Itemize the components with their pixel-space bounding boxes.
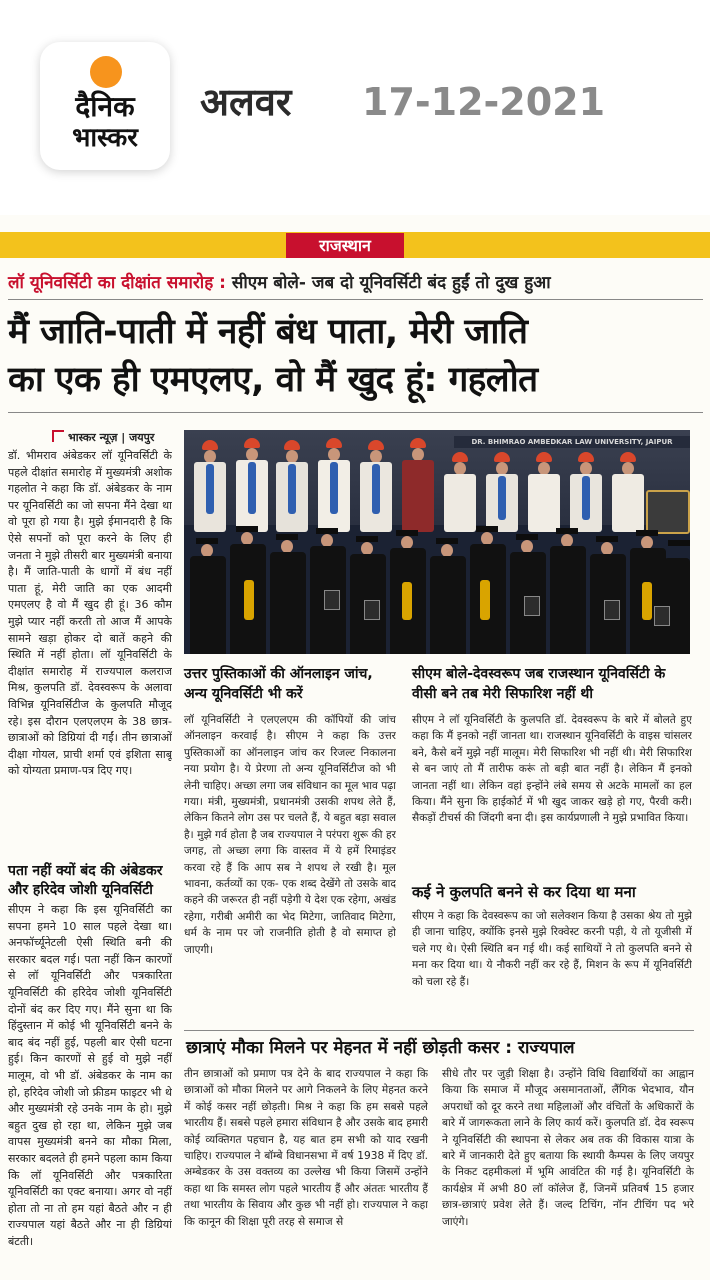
divider bbox=[184, 1030, 694, 1031]
right-column-para2: सीएम ने कहा कि देवस्वरूप का जो सलेक्शन किया है उसका श्रेय तो मुझे ही जाना चाहिए, क्योंकि इनसे मुझे रिक्वेस्ट करनी पड़ी, ये तो यूजीसी में चले गए थे। ऐसी स्थिति बन गई थी। कई साथियों ने तो कुलपति बनने से मना कर दिया था। ये नौकरी नहीं कर रहे हैं, मिशन के रूप में यूनिवर्सिटी को चला रहे हैं। bbox=[412, 910, 692, 988]
sun-icon bbox=[90, 56, 122, 88]
kicker-quote: सीएम बोले- जब दो यूनिवर्सिटी बंद हुईं तो दुख हुआ bbox=[231, 273, 551, 293]
bottom-col1: तीन छात्राओं को प्रमाण पत्र देने के बाद राज्यपाल ने कहा कि छात्राओं को मौका मिलने पर आगे निकलने के लिए मेहनत करने में कोई कसर नहीं छोड़ती। मिश्र ने कहा कि हम सबसे पहले भारतीय हैं। सबसे पहले हमारा संविधान है और उसके बाद हमारी कोई व्यक्तिगत पहचान है, यह बात हम सभी को याद रखनी चाहिए। राज्यपाल ने बॉम्बे विधानसभा में वर्ष 1938 में दिए डॉ. अम्बेडकर के उस वक्तव्य का उल्लेख भी किया जिसमें उन्होंने कहा था कि समस्त लोग पहले भारतीय हैं और अंततः भारतीय हैं तथा भारतीय के सिवाय और कुछ भी नहीं हो। राज्यपाल ने कहा कि कानून की शिक्षा पूरी तरह से समाज से bbox=[184, 1068, 428, 1228]
left-column-para2: सीएम ने कहा कि इस यूनिवर्सिटी का सपना हमने 10 साल पहले देखा था। अनफॉर्च्यूनेटली ऐसी स्थिति बनी की सरकार बदल गई। पता नहीं किन कारणों से लॉ यूनिवर्सिटी और पत्रकारिता यूनिवर्सिटी की हरिदेव जोशी यूनिवर्सिटी दोनों बंद कर दिए गए। मैंने सुना था कि हिंदुस्तान में कोई भी यूनिवर्सिटी बनने के बाद बंद नहीं हुई, पहली बार ऐसी घटना हुई। किन कारणों से हुई वो मुझे नहीं मालूम, वो भी डॉ. अंबेडकर के नाम का हो, हरिदेव जोशी जो फ्रीडम फाइटर भी थे और मुख्यमंत्री रहे उनके नाम के हो। मुझे बहुत दुख हो रहा था, लेकिन मुझे जब वापस मुख्यमंत्री बनने का मौका मिला, सरकार बदलते ही हमने पहला काम किया कि लॉ यूनिवर्सिटी और पत्रकारिता यूनिवर्सिटी का एक्ट बनाया। अगर वो नहीं होता तो ना तो हम यहां बैठते और न ही राज्यपाल यहां बैठते और ना ही डिग्रियां बंटती। bbox=[8, 903, 172, 1248]
mid-subhead: उत्तर पुस्तिकाओं की ऑनलाइन जांच, अन्य यूनिवर्सिटी भी करें bbox=[184, 666, 373, 702]
right-column-para1: सीएम ने लॉ यूनिवर्सिटी के कुलपति डॉ. देवस्वरूप के बारे में बोलते हुए कहा कि मैं इनको नहीं जानता था। राजस्थान यूनिवर्सिटी के वाइस चांसलर बने, कैसे बनें मुझे नहीं मालूम। मेरी सिफारिश भी नहीं थी। मेरी सिफारिश से बन जाएं तो मैं तारीफ करूं तो बड़ी बात नहीं है। लेकिन मैं इनको जानता नहीं था। लेकिन वहां इन्होंने लंबे समय से अटके मामलों का हल किया। मैंने सुना कि हाईकोर्ट में भी खुद जाकर खड़े हो गए, पैरवी करी। सैकड़ों टीचर्स की जिंदगी बना दी। इस कार्यप्रणाली ने मुझे प्रभावित किया। bbox=[412, 714, 692, 825]
divider bbox=[8, 299, 703, 300]
headline-line1: मैं जाति-पाती में नहीं बंध पाता, मेरी जाति bbox=[8, 312, 528, 352]
byline-text: भास्कर न्यूज़ | जयपुर bbox=[68, 431, 155, 444]
convocation-photo[interactable] bbox=[184, 430, 690, 654]
right-subhead2: कई ने कुलपति बनने से कर दिया था मना bbox=[412, 883, 636, 901]
app-header bbox=[0, 0, 710, 215]
article-kicker bbox=[8, 271, 706, 295]
edition-city: अलवर bbox=[200, 80, 292, 124]
byline-mark-icon bbox=[52, 430, 64, 442]
right-subhead1: सीएम बोले-देवस्वरूप जब राजस्थान यूनिवर्सिटी के वीसी बने तब मेरी सिफारिश नहीं थी bbox=[412, 666, 666, 702]
logo-line1: दैनिक bbox=[75, 90, 135, 123]
bottom-col2: सीधे तौर पर जुड़ी शिक्षा है। उन्होंने विधि विद्यार्थियों का आह्वान किया कि समाज में मौजूद असमानताओं, लैंगिक भेदभाव, यौन अपराधों को दूर करने तथा महिलाओं और वंचितों के अधिकारों के बारे में जागरूकता लाने के लिए कार्य करें। कुलपति डॉ. देव स्वरूप ने यूनिवर्सिटी की स्थापना से लेकर अब तक की विकास यात्रा के बारे में जानकारी देते हुए बताया कि स्थायी कैम्पस के लिए जयपुर के निकट दहमीकलां में भूमि आवंटित की गई है। यूनिवर्सिटी के कार्यक्षेत्र में अभी 80 लॉ कॉलेज हैं, जिनमें प्रतिवर्ष 15 हजार छात्र-छात्राएं प्रवेश लेते हैं। जल्द टिचिंग, नॉन टीचिंग पद भरे जाएंगे। bbox=[442, 1068, 694, 1228]
left-column-para1: डॉ. भीमराव अंबेडकर लॉ यूनिवर्सिटी के पहले दीक्षांत समारोह में मुख्यमंत्री अशोक गहलोत ने कहा कि डॉ. अंबेडकर के नाम पर यूनिवर्सिटी का जो सपना मैंने देखा था वो पूरा हो गया है। मुझे ईमानदारी है कि ऐसे सपनों को पूरा करने के लिए ही जनता ने मुझे तीसरी बार मुख्यमंत्री बनाया है। मैं जाति-पाती के धागों में बंध नहीं पाता हूं, मेरी जाति का एक आदमी एमएलए है वो मैं खुद ही हूं। 36 कौम मुझे प्यार नहीं करती तो आज मैं आपके सामने खड़ा होकर दो बातें कहने की स्थिति में नहीं होता। लॉ यूनिवर्सिटी के दीक्षांत समारोह में राज्यपाल कलराज मिश्र, कुलपति डॉ. देवस्वरूप के अलावा विभिन्न यूनिवर्सिटीज के कुलपति मौजूद रहे। इस दौरान एलएलएम के 38 छात्र-छात्राओं को डिग्रियां दी गईं। तीन छात्राओं दीक्षा गोयल, प्राची शर्मा एवं इशिता साबू को योग्यता प्रमाण-पत्र दिए गए। bbox=[8, 449, 172, 778]
bottom-headline: छात्राएं मौका मिलने पर मेहनत में नहीं छोड़ती कसर : राज्यपाल bbox=[186, 1038, 575, 1058]
dainik-bhaskar-logo[interactable] bbox=[40, 42, 170, 170]
kicker-event: लॉ यूनिवर्सिटी का दीक्षांत समारोह : bbox=[8, 273, 226, 293]
headline-line2: का एक ही एमएलए, वो मैं खुद हूं: गहलोत bbox=[8, 360, 538, 400]
logo-line2: भास्कर bbox=[72, 123, 138, 153]
photo-banner: DR. BHIMRAO AMBEDKAR LAW UNIVERSITY, JAIPUR bbox=[454, 436, 690, 448]
mid-column-para: लॉ यूनिवर्सिटी ने एलएलएम की कॉपियों की जांच ऑनलाइन करवाई है। सीएम ने कहा कि उत्तर पुस्तिकाओं का ऑनलाइन जांच कर रिजल्ट निकालना नया प्रयोग है। ये प्रेरणा तो अन्य यूनिवर्सिटीज को भी लेनी चाहिए। अच्छा लगा जब संविधान का मूल भाव पढ़ा गया। मंत्री, मुख्यमंत्री, प्रधानमंत्री उसकी शपथ लेते हैं, लेकिन कितने लोग उस पर चलते हैं, ये बहुत बड़ा सवाल है। मुझे गर्व होता है जब राज्यपाल ने परंपरा शुरू की हर जगह, तो अच्छा लगा कि वास्तव में ये हमें रिमाइंडर करवा रहे हैं कि आप सब ने शपथ ले रखी है। मूल भावना, कर्तव्यों का एक- एक शब्द देखेंगे तो उसके बाद कहने की जरूरत ही नहीं पड़ेगी ये देश एक रहेगा, अखंड रहेगा, गरीबी अमीरी का भेद मिटेगा, जातिवाद मिटेगा, धर्म के नाम पर जो राजनीति होती है वो समाप्त हो जाएगी। bbox=[184, 714, 396, 956]
byline bbox=[52, 430, 154, 445]
article-headline bbox=[8, 308, 708, 404]
section-label: राजस्थान bbox=[286, 233, 404, 258]
divider bbox=[8, 412, 703, 413]
left-subhead: पता नहीं क्यों बंद की अंबेडकर और हरिदेव जोशी यूनिवर्सिटी bbox=[8, 863, 163, 898]
edition-date: 17-12-2021 bbox=[362, 80, 606, 124]
